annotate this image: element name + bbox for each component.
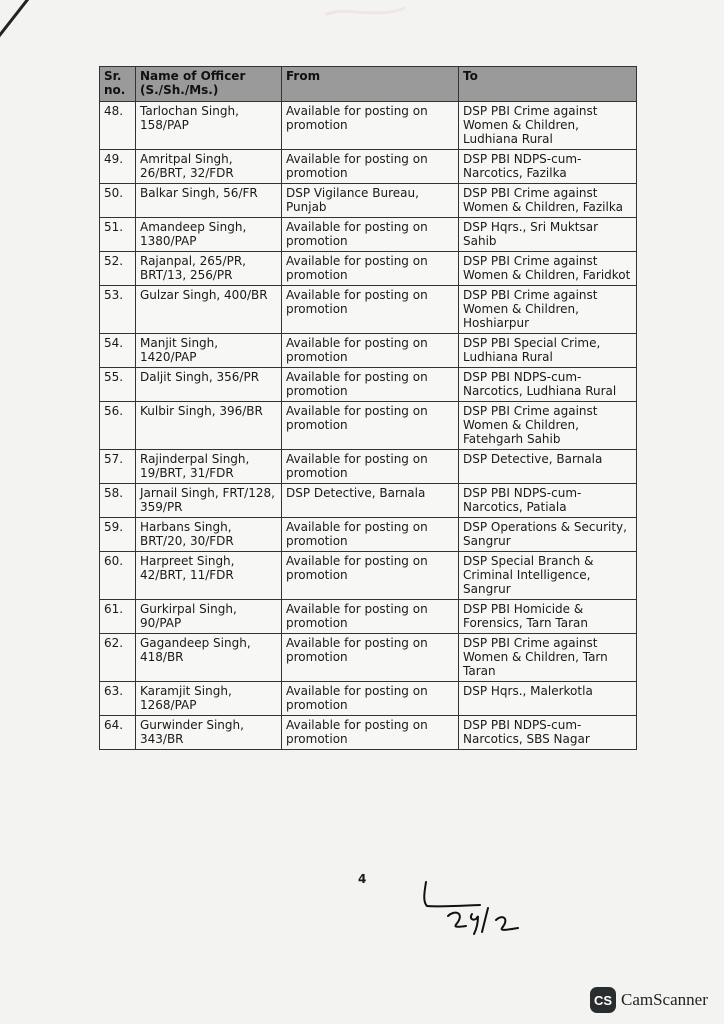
to-cell: DSP Hqrs., Sri Muktsar Sahib (459, 218, 637, 252)
to-cell: DSP PBI Homicide & Forensics, Tarn Taran (459, 600, 637, 634)
officer-name-cell: Kulbir Singh, 396/BR (136, 402, 282, 450)
from-cell: Available for posting on promotion (282, 450, 459, 484)
from-cell: Available for posting on promotion (282, 102, 459, 150)
table-row (100, 600, 637, 634)
posting-orders-table (99, 66, 637, 750)
officer-name-cell: Gurkirpal Singh, 90/PAP (136, 600, 282, 634)
from-cell: Available for posting on promotion (282, 252, 459, 286)
to-cell: DSP PBI Crime against Women & Children, Ludhiana Rural (459, 102, 637, 150)
to-cell: DSP PBI Crime against Women & Children, Fazilka (459, 184, 637, 218)
faint-stamp-mark (320, 0, 410, 22)
officer-name-cell: Karamjit Singh, 1268/PAP (136, 682, 282, 716)
sr-cell: 54. (100, 334, 136, 368)
sr-cell: 60. (100, 552, 136, 600)
table-row (100, 716, 637, 750)
officer-name-cell: Harpreet Singh, 42/BRT, 11/FDR (136, 552, 282, 600)
from-cell: Available for posting on promotion (282, 150, 459, 184)
to-cell: DSP PBI Special Crime, Ludhiana Rural (459, 334, 637, 368)
sr-cell: 63. (100, 682, 136, 716)
sr-cell: 52. (100, 252, 136, 286)
officer-name-cell: Balkar Singh, 56/FR (136, 184, 282, 218)
table-row (100, 184, 637, 218)
header-officer-name: Name of Officer (S./Sh./Ms.) (136, 67, 282, 102)
camscanner-watermark (590, 987, 708, 1013)
sr-cell: 53. (100, 286, 136, 334)
from-cell: Available for posting on promotion (282, 334, 459, 368)
sr-cell: 57. (100, 450, 136, 484)
officer-name-cell: Rajinderpal Singh, 19/BRT, 31/FDR (136, 450, 282, 484)
table-row (100, 150, 637, 184)
sr-cell: 48. (100, 102, 136, 150)
to-cell: DSP PBI NDPS-cum-Narcotics, Patiala (459, 484, 637, 518)
sr-cell: 61. (100, 600, 136, 634)
to-cell: DSP PBI Crime against Women & Children, Faridkot (459, 252, 637, 286)
to-cell: DSP PBI NDPS-cum-Narcotics, Ludhiana Rural (459, 368, 637, 402)
officer-name-cell: Amandeep Singh, 1380/PAP (136, 218, 282, 252)
sr-cell: 58. (100, 484, 136, 518)
header-sr-no: Sr. no. (100, 67, 136, 102)
from-cell: Available for posting on promotion (282, 634, 459, 682)
sr-cell: 55. (100, 368, 136, 402)
table-row (100, 218, 637, 252)
officer-name-cell: Rajanpal, 265/PR, BRT/13, 256/PR (136, 252, 282, 286)
to-cell: DSP PBI Crime against Women & Children, Hoshiarpur (459, 286, 637, 334)
officer-name-cell: Daljit Singh, 356/PR (136, 368, 282, 402)
to-cell: DSP PBI Crime against Women & Children, Tarn Taran (459, 634, 637, 682)
to-cell: DSP Special Branch & Criminal Intelligence, Sangrur (459, 552, 637, 600)
from-cell: Available for posting on promotion (282, 218, 459, 252)
sr-cell: 50. (100, 184, 136, 218)
from-cell: Available for posting on promotion (282, 402, 459, 450)
officer-name-cell: Tarlochan Singh, 158/PAP (136, 102, 282, 150)
table-header-row (100, 67, 637, 102)
table-row (100, 402, 637, 450)
sr-cell: 64. (100, 716, 136, 750)
from-cell: Available for posting on promotion (282, 368, 459, 402)
table-row (100, 334, 637, 368)
to-cell: DSP Hqrs., Malerkotla (459, 682, 637, 716)
officer-name-cell: Harbans Singh, BRT/20, 30/FDR (136, 518, 282, 552)
from-cell: Available for posting on promotion (282, 286, 459, 334)
table-row (100, 682, 637, 716)
officer-name-cell: Gagandeep Singh, 418/BR (136, 634, 282, 682)
officer-name-cell: Gurwinder Singh, 343/BR (136, 716, 282, 750)
officer-name-cell: Gulzar Singh, 400/BR (136, 286, 282, 334)
sr-cell: 49. (100, 150, 136, 184)
from-cell: Available for posting on promotion (282, 552, 459, 600)
sr-cell: 59. (100, 518, 136, 552)
officer-name-cell: Amritpal Singh, 26/BRT, 32/FDR (136, 150, 282, 184)
table-row (100, 286, 637, 334)
table-row (100, 484, 637, 518)
to-cell: DSP Operations & Security, Sangrur (459, 518, 637, 552)
table-row (100, 552, 637, 600)
from-cell: Available for posting on promotion (282, 682, 459, 716)
table-row (100, 102, 637, 150)
from-cell: Available for posting on promotion (282, 518, 459, 552)
from-cell: Available for posting on promotion (282, 716, 459, 750)
table-row (100, 518, 637, 552)
officer-name-cell: Jarnail Singh, FRT/128, 359/PR (136, 484, 282, 518)
camscanner-logo-icon: CS (590, 987, 616, 1013)
table-row (100, 252, 637, 286)
handwritten-signature (418, 876, 538, 940)
from-cell: Available for posting on promotion (282, 600, 459, 634)
table-row (100, 450, 637, 484)
table-row (100, 634, 637, 682)
to-cell: DSP PBI Crime against Women & Children, Fatehgarh Sahib (459, 402, 637, 450)
camscanner-text: CamScanner (621, 990, 708, 1009)
sr-cell: 51. (100, 218, 136, 252)
table-body (100, 102, 637, 750)
officer-name-cell: Manjit Singh, 1420/PAP (136, 334, 282, 368)
page-number: 4 (358, 872, 367, 886)
corner-scan-mark (0, 0, 32, 43)
sr-cell: 62. (100, 634, 136, 682)
from-cell: DSP Detective, Barnala (282, 484, 459, 518)
header-from: From (282, 67, 459, 102)
to-cell: DSP PBI NDPS-cum-Narcotics, SBS Nagar (459, 716, 637, 750)
table-row (100, 368, 637, 402)
sr-cell: 56. (100, 402, 136, 450)
from-cell: DSP Vigilance Bureau, Punjab (282, 184, 459, 218)
to-cell: DSP Detective, Barnala (459, 450, 637, 484)
to-cell: DSP PBI NDPS-cum-Narcotics, Fazilka (459, 150, 637, 184)
header-to: To (459, 67, 637, 102)
